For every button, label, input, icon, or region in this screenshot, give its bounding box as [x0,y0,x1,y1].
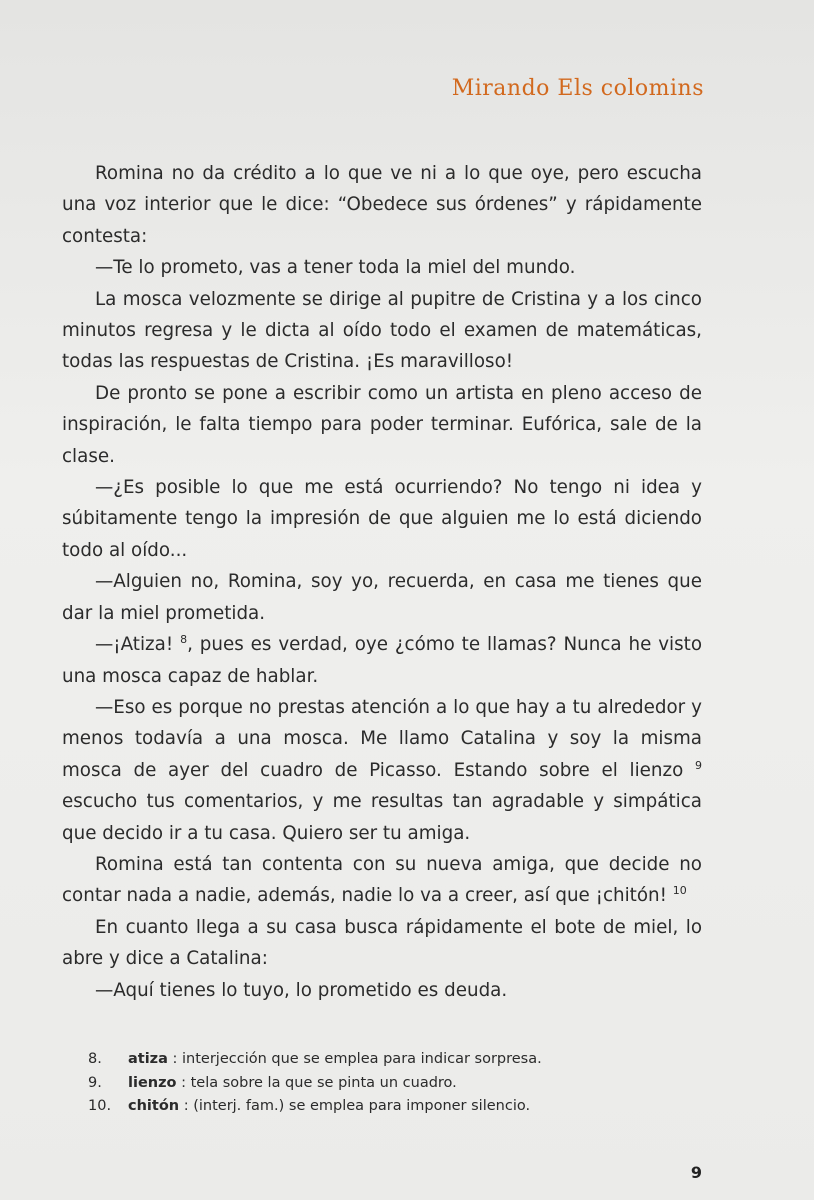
paragraph-text: —Aquí tienes lo tuyo, lo prometido es deuda. [95,979,508,1001]
paragraph [62,975,702,1006]
paragraph [62,252,702,283]
paragraph-text: , pues es verdad, oye ¿cómo te llamas? Nunca he visto una mosca capaz de hablar. [62,634,703,687]
footnote [88,1095,708,1119]
paragraph-text: —Te lo prometo, vas a tener toda la miel del mundo. [95,257,576,279]
paragraph [62,912,702,975]
paragraph [62,472,702,566]
paragraph [62,629,702,692]
body-text [62,158,702,1006]
paragraph [62,284,702,378]
footnote-number: 10. [88,1098,112,1114]
footnote-number: 8. [88,1051,102,1067]
footnote-definition: : tela sobre la que se pinta un cuadro. [176,1074,457,1091]
paragraph-text: Romina está tan contenta con su nueva amiga, que decide no contar nada a nadie, además, nadie lo va a creer, así que ¡chitón! [62,853,702,907]
footnote-definition: : (interj. fam.) se emplea para imponer silencio. [179,1098,531,1114]
footnote-definition: : interjección que se emplea para indicar sorpresa. [167,1051,542,1067]
footnote-term: atiza [128,1051,168,1067]
running-header: Mirando Els colomins [451,76,704,101]
paragraph-text: —Eso es porque no prestas atención a lo que hay a tu alrededor y menos todavía a una mosca. Me llamo Catalina y soy la misma mosca de ayer del cuadro de Picasso. Estando sobre el lienzo [62,696,702,781]
footnote-term: chitón [128,1098,180,1114]
footnote-text [128,1048,542,1072]
paragraph-text: De pronto se pone a escribir como un artista en pleno acceso de inspiración, le falta tiempo para poder terminar. Eufórica, sale de la clase. [62,382,702,467]
paragraph-text: —Alguien no, Romina, soy yo, recuerda, en casa me tienes que dar la miel prometida. [62,571,702,624]
footnote-number: 9. [88,1074,102,1091]
paragraph-text: Romina no da crédito a lo que ve ni a lo que oye, pero escucha una voz interior que le dice: “Obedece sus órdenes” y rápidamente contesta: [62,163,702,247]
paragraph [62,692,702,849]
paragraph-text: —¡Atiza! [95,634,181,656]
paragraph [62,566,702,629]
footnote-text [128,1095,530,1119]
footnote [88,1048,708,1072]
footnote-term: lienzo [128,1074,177,1091]
paragraph-text: La mosca velozmente se dirige al pupitre de Cristina y a los cinco minutos regresa y le dicta al oído todo el examen de matemáticas, todas las respuestas de Cristina. ¡Es maravilloso! [62,288,702,373]
footnote-reference: 10 [672,884,687,898]
page-number: 9 [690,1163,702,1182]
footnote-reference: 8 [180,633,188,646]
paragraph [62,849,702,912]
paragraph-text: escucho tus comentarios, y me resultas tan agradable y simpática que decido ir a tu casa. Quiero ser tu amiga. [62,791,702,844]
paragraph-text: —¿Es posible lo que me está ocurriendo? No tengo ni idea y súbitamente tengo la impresión de que alguien me lo está diciendo todo al oído... [62,477,702,561]
paragraph [62,158,702,252]
footnote-reference: 9 [695,758,702,772]
paragraph-text: En cuanto llega a su casa busca rápidamente el bote de miel, lo abre y dice a Catalina: [62,916,702,970]
paragraph [62,378,702,472]
footnotes [88,1048,708,1119]
footnote [88,1072,708,1096]
footnote-text [128,1072,457,1096]
